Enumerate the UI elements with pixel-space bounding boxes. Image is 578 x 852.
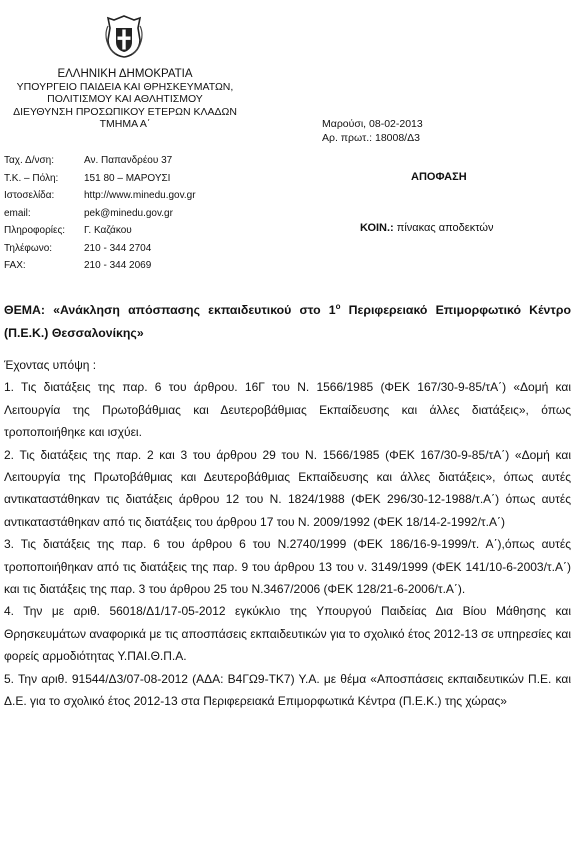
- date-protocol-block: [322, 117, 423, 145]
- subject-prefix: ΘΕΜΑ: «Ανάκληση απόσπασης εκπαιδευτικού στο 1: [4, 303, 336, 318]
- contact-row: [4, 257, 196, 275]
- contact-label: Ιστοσελίδα:: [4, 190, 55, 201]
- contact-row: [4, 170, 196, 188]
- contact-value: 210 - 344 2069: [84, 260, 152, 271]
- contact-label: Τηλέφωνο:: [4, 242, 53, 254]
- koin-label: ΚΟΙΝ.:: [360, 222, 394, 234]
- list-item: 2. Τις διατάξεις της παρ. 2 και 3 του άρθρου 29 του Ν. 1566/1985 (ΦΕΚ 167/30-9-85/τΑ΄) «Δομή και Λειτουργία της Πρωτοβάθμιας και Δευτεροβάθμιας Εκπαίδευσης και άλλες διατάξεις», όπως αυτές αντικαταστάθηκαν τις διατάξεις άρθρου 12 του Ν. 1824/1988 (ΦΕΚ 296/30-12-1988/τ.Α΄) όπως αυτές αντικαταστάθηκαν από τις διατάξεις του άρθρου 17 του Ν. 2009/1992 (ΦΕΚ 18/14-2-1992/τ.Α΄): [4, 447, 571, 529]
- list-item: 5. Την αριθ. 91544/Δ3/07-08-2012 (ΑΔΑ: Β4ΓΩ9-ΤΚ7) Υ.Α. με θέμα «Αποσπάσεις εκπαιδευτικών Π.Ε. και Δ.Ε. για το σχολικό έτος 2012-13 στα Περιφερειακά Επιμορφωτικά Κέντρα (Π.Ε.Κ.) της χώρας»: [4, 671, 571, 708]
- list-item: 3. Τις διατάξεις της παρ. 6 του άρθρου 6 του Ν.2740/1999 (ΦΕΚ 186/16-9-1999/τ. Α΄),όπως αυτές τροποποιήθηκαν από τις διατάξεις της παρ. 9 του άρθρου 13 του ν. 3149/1999 (ΦΕΚ 141/10-6-2003/τ.Α΄) και τις διατάξεις της παρ. 3 του άρθρου 25 του Ν.3467/2006 (ΦΕΚ 128/21-6-2006/τ.Α΄).: [4, 537, 571, 596]
- list-item: 1. Τις διατάξεις της παρ. 6 του άρθρου. 16Γ του Ν. 1566/1985 (ΦΕΚ 167/30-9-85/τΑ΄) «Δομή και Λειτουργία της Πρωτοβάθμιας και Δευτεροβάθμιας Εκπαίδευσης και άλλες διατάξεις», όπως τροποποιήθηκε και ισχύει.: [4, 380, 571, 440]
- intro-line: Έχοντας υπόψη :: [4, 357, 97, 372]
- contact-value: Αν. Παπανδρέου 37: [84, 155, 173, 166]
- subject-rest: Περιφερειακό Επιμορφωτικό Κέντρο (Π.Ε.Κ.) Θεσσαλονίκης»: [4, 303, 571, 340]
- directorate: ΔΙΕΥΘΥΝΣΗ ΠΡΟΣΩΠΙΚΟΥ ΕΤΕΡΩΝ ΚΛΑΔΩΝ: [13, 105, 237, 118]
- contact-row: [4, 205, 196, 223]
- state-name: ΕΛΛΗΝΙΚΗ ΔΗΜΟΚΡΑΤΙΑ: [57, 68, 193, 80]
- issuer-block: [0, 68, 250, 131]
- subject-line: [4, 296, 571, 344]
- list-item: 4. Την με αριθ. 56018/Δ1/17-05-2012 εγκύκλιο της Υπουργού Παιδείας Δια Βίου Μάθησης και Θρησκευμάτων αναφορικά με τις αποσπάσεις εκπαιδευτικών για το σχολικό έτος 2012-13 σε υπηρεσίες και φορείς αρμοδιότητας Υ.ΠΑΙ.Θ.Π.Α.: [4, 604, 571, 664]
- koin-value: πίνακας αποδεκτών: [393, 222, 494, 234]
- contact-value: 210 - 344 2704: [84, 242, 152, 254]
- place-date: Μαρούσι, 08-02-2013: [322, 118, 423, 130]
- contact-row: [4, 240, 196, 258]
- contact-details: [4, 152, 196, 275]
- protocol-number: Αρ. πρωτ.: 18008/Δ3: [322, 132, 420, 144]
- contact-row: [4, 187, 196, 205]
- ministry-line-2: ΠΟΛΙΤΙΣΜΟΥ ΚΑΙ ΑΘΛΗΤΙΣΜΟΥ: [47, 93, 203, 105]
- contact-label: Ταχ. Δ/νση:: [4, 155, 55, 166]
- ministry-line-1: ΥΠΟΥΡΓΕΙΟ ΠΑΙΔΕΙΑ ΚΑΙ ΘΡΗΣΚΕΥΜΑΤΩΝ,: [16, 80, 234, 93]
- greek-coat-of-arms-icon: [104, 14, 144, 58]
- website-link[interactable]: http://www.minedu.gov.gr: [84, 190, 196, 201]
- contact-label: Πληροφορίες:: [4, 225, 66, 236]
- contact-label: email:: [4, 207, 31, 219]
- contact-label: FAX:: [4, 260, 26, 271]
- decision-heading: ΑΠΟΦΑΣΗ: [411, 171, 467, 183]
- contact-value: 151 80 – ΜΑΡΟΥΣΙ: [84, 172, 171, 184]
- recipients-line: [360, 222, 493, 234]
- contact-row: [4, 222, 196, 240]
- contact-label: Τ.Κ. – Πόλη:: [4, 172, 59, 184]
- contact-value: Γ. Καζάκου: [84, 225, 132, 236]
- department: ΤΜΗΜΑ Α΄: [99, 118, 151, 130]
- email-link[interactable]: pek@minedu.gov.gr: [84, 207, 173, 219]
- subject-superscript: ο: [335, 302, 341, 311]
- contact-row: [4, 152, 196, 170]
- document-body: [4, 296, 571, 712]
